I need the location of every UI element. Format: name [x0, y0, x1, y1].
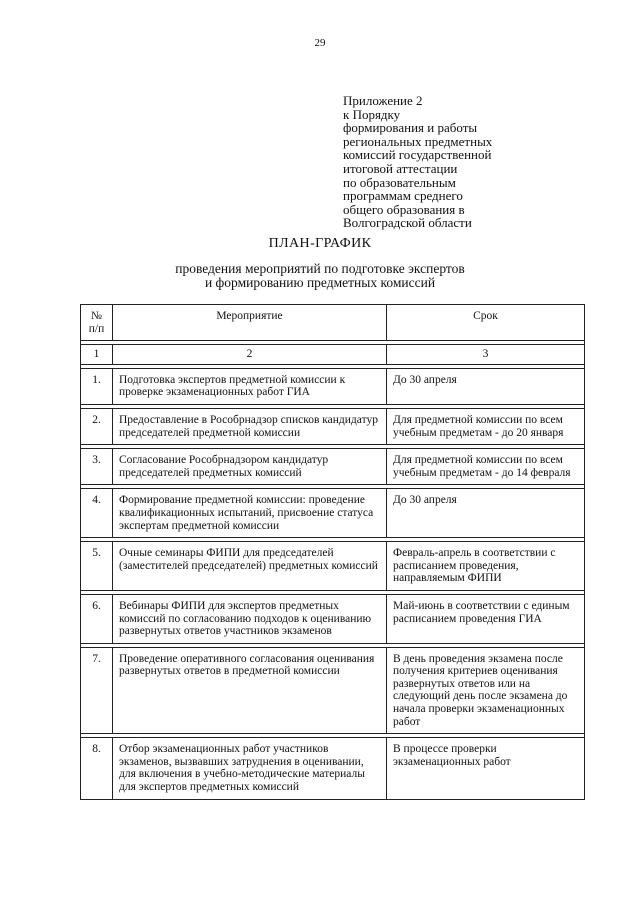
appendix-line: общего образования в — [343, 201, 465, 217]
row-term: В день проведения экзамена после получения критериев оценивания развернутых ответов или на следующий день после экзамена до начала проверки экзаменационных работ — [387, 647, 585, 734]
row-number: 4. — [81, 489, 113, 538]
table-row — [81, 449, 585, 485]
row-event: Очные семинары ФИПИ для председателей (заместителей председателей) предметных комиссий — [113, 542, 387, 591]
table-row — [81, 738, 585, 799]
header-number: № п/п — [81, 305, 113, 341]
appendix-line: программам среднего — [343, 188, 463, 204]
appendix-line: комиссий государственной — [343, 147, 492, 163]
row-number: 8. — [81, 738, 113, 799]
subtitle-line: и формированию предметных комиссий — [204, 275, 436, 290]
table-header-row — [81, 305, 585, 341]
row-event: Проведение оперативного согласования оценивания развернутых ответов в предметной комиссии — [113, 647, 387, 734]
appendix-line: итоговой аттестации — [343, 160, 458, 176]
table-row — [81, 489, 585, 538]
table-row — [81, 408, 585, 444]
appendix-line: Волгоградской области — [343, 215, 472, 231]
table-row — [81, 368, 585, 404]
row-event: Подготовка экспертов предметной комиссии к проверке экзаменационных работ ГИА — [113, 368, 387, 404]
row-event: Предоставление в Рособрнадзор списков кандидатур председателей предметной комиссии — [113, 408, 387, 444]
appendix-reference — [343, 94, 492, 230]
header-event: Мероприятие — [113, 305, 387, 341]
table-row — [81, 647, 585, 734]
column-number: 1 — [81, 345, 113, 365]
row-term: Май-июнь в соответствии с единым расписанием проведения ГИА — [387, 594, 585, 643]
header-term: Срок — [387, 305, 585, 341]
document-subtitle — [0, 262, 640, 290]
row-term: Февраль-апрель в соответствии с расписанием проведения, направляемым ФИПИ — [387, 542, 585, 591]
row-event: Согласование Рособрнадзором кандидатур председателей предметных комиссий — [113, 449, 387, 485]
page-number: 29 — [314, 37, 326, 49]
appendix-line: региональных предметных — [343, 133, 493, 149]
row-term: Для предметной комиссии по всем учебным предметам - до 14 февраля — [387, 449, 585, 485]
appendix-line: Приложение 2 — [343, 93, 423, 108]
subtitle-line: проведения мероприятий по подготовке экспертов — [175, 261, 465, 276]
appendix-line: формирования и работы — [343, 120, 478, 136]
row-number: 2. — [81, 408, 113, 444]
row-term: До 30 апреля — [387, 489, 585, 538]
table-row — [81, 542, 585, 591]
appendix-line: по образовательным — [343, 174, 456, 190]
row-number: 6. — [81, 594, 113, 643]
row-term: Для предметной комиссии по всем учебным предметам - до 20 января — [387, 408, 585, 444]
document-title: ПЛАН-ГРАФИК — [268, 236, 372, 251]
row-number: 7. — [81, 647, 113, 734]
appendix-line: к Порядку — [343, 106, 401, 122]
column-number: 3 — [387, 345, 585, 365]
row-term: В процессе проверки экзаменационных работ — [387, 738, 585, 799]
row-number: 5. — [81, 542, 113, 591]
row-number: 1. — [81, 368, 113, 404]
row-event: Формирование предметной комиссии: проведение квалификационных испытаний, присвоение статуса экспертам предметной комиссии — [113, 489, 387, 538]
column-number: 2 — [113, 345, 387, 365]
row-term: До 30 апреля — [387, 368, 585, 404]
schedule-table — [80, 304, 585, 800]
row-event: Отбор экзаменационных работ участников экзаменов, вызвавших затруднения в оценивании, для включения в учебно-методические материалы для экспертов предметных комиссий — [113, 738, 387, 799]
row-event: Вебинары ФИПИ для экспертов предметных комиссий по согласованию подходов к оцениванию развернутых ответов участников экзаменов — [113, 594, 387, 643]
table-row — [81, 594, 585, 643]
column-number-row — [81, 345, 585, 365]
row-number: 3. — [81, 449, 113, 485]
